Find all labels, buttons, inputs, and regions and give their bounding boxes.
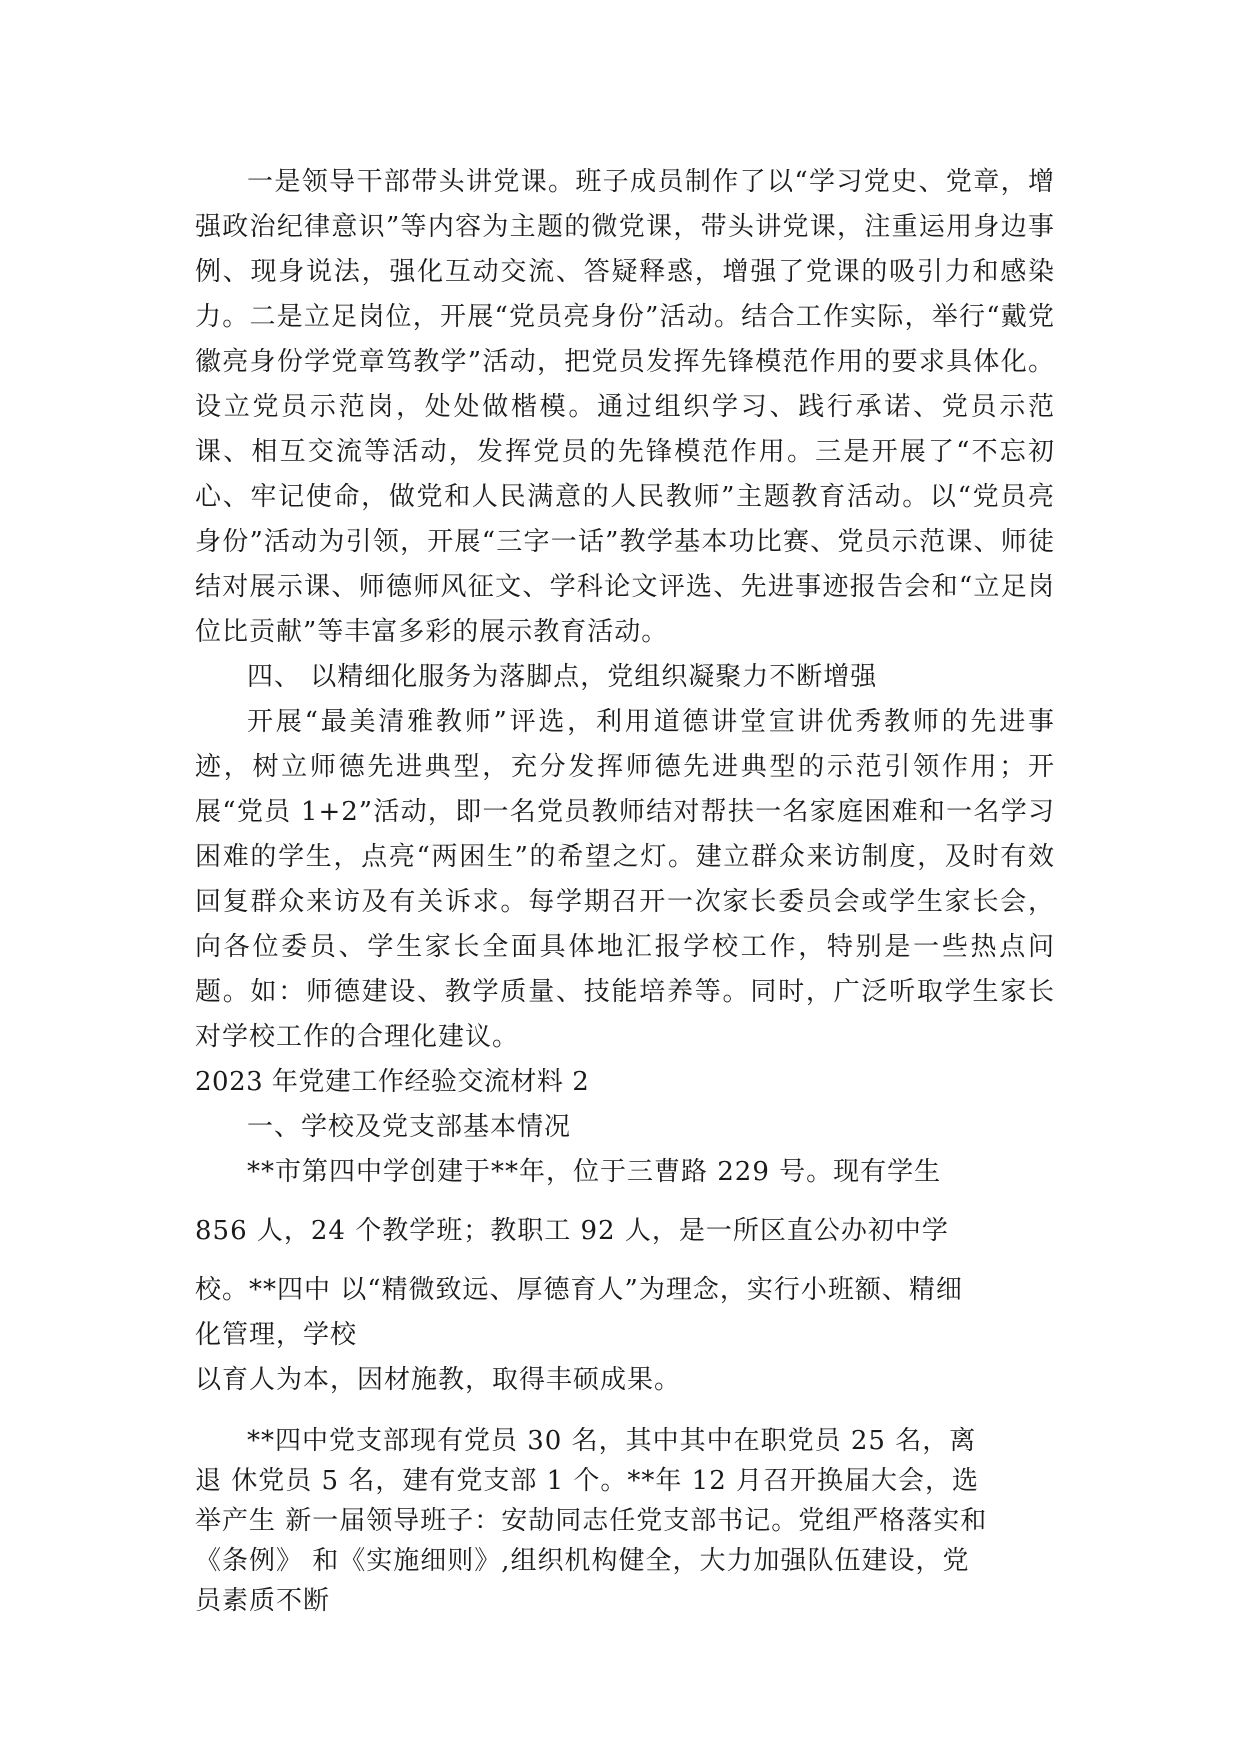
party-branch-info-block: [195, 1421, 1055, 1621]
school-info-line-1: **市第四中学创建于**年，位于三曹路 229 号。现有学生: [247, 1157, 942, 1187]
document-title: 2023 年党建工作经验交流材料 2: [195, 1067, 590, 1097]
party-branch-line-4: 《条例》 和《实施细则》,组织机构健全，大力加强队伍建设，党: [195, 1546, 970, 1576]
school-info-line-3: 校。**四中 以“精微致远、厚德育人”为理念，实行小班额、精细: [195, 1275, 963, 1305]
paragraph-fine-service: 开展“最美清雅教师”评选，利用道德讲堂宣讲优秀教师的先进事迹，树立师德先进典型，充分发挥师德先进典型的示范引领作用；开展“党员 1+2”活动，即一名党员教师结对帮扶一名家庭困难和一名学习困难的学生，点亮“两困生”的希望之灯。建立群众来访制度，及时有效回复群众来访及有关诉求。每学期召开一次家长委员会或学生家长会，向各位委员、学生家长全面具体地汇报学校工作，特别是一些热点问题。如：师德建设、教学质量、技能培养等。同时，广泛听取学生家长对学校工作的合理化建议。: [195, 707, 1055, 1052]
party-branch-line-5: 员素质不断: [195, 1586, 331, 1616]
school-info-line-5: 以育人为本，因材施教，取得丰硕成果。: [195, 1365, 682, 1395]
school-info-line-2: 856 人，24 个教学班；教职工 92 人，是一所区直公办初中学: [195, 1216, 949, 1246]
section-heading-one: 一、学校及党支部基本情况: [247, 1112, 572, 1142]
party-branch-line-2: 退 休党员 5 名，建有党支部 1 个。**年 12 月召开换届大会，选: [195, 1466, 980, 1496]
party-branch-line-3: 举产生 新一届领导班子：安劼同志任党支部书记。党组严格落实和: [195, 1506, 988, 1536]
document-page: [195, 160, 1055, 1621]
party-branch-line-1: **四中党支部现有党员 30 名，其中其中在职党员 25 名，离: [247, 1426, 977, 1456]
paragraph-party-lessons: 一是领导干部带头讲党课。班子成员制作了以“学习党史、党章，增强政治纪律意识”等内容为主题的微党课，带头讲党课，注重运用身边事例、现身说法，强化互动交流、答疑释惑，增强了党课的吸引力和感染力。二是立足岗位，开展“党员亮身份”活动。结合工作实际，举行“戴党徽亮身份学党章笃教学”活动，把党员发挥先锋模范作用的要求具体化。设立党员示范岗，处处做楷模。通过组织学习、践行承诺、党员示范课、相互交流等活动，发挥党员的先锋模范作用。三是开展了“不忘初心、牢记使命，做党和人民满意的人民教师”主题教育活动。以“党员亮身份”活动为引领，开展“三字一话”教学基本功比赛、党员示范课、师徒结对展示课、师德师风征文、学科论文评选、先进事迹报告会和“立足岗位比贡献”等丰富多彩的展示教育活动。: [195, 167, 1055, 647]
section-heading-four: 四、 以精细化服务为落脚点，党组织凝聚力不断增强: [247, 662, 878, 692]
school-info-block: [195, 1150, 1055, 1403]
school-info-line-4: 化管理，学校: [195, 1320, 358, 1350]
